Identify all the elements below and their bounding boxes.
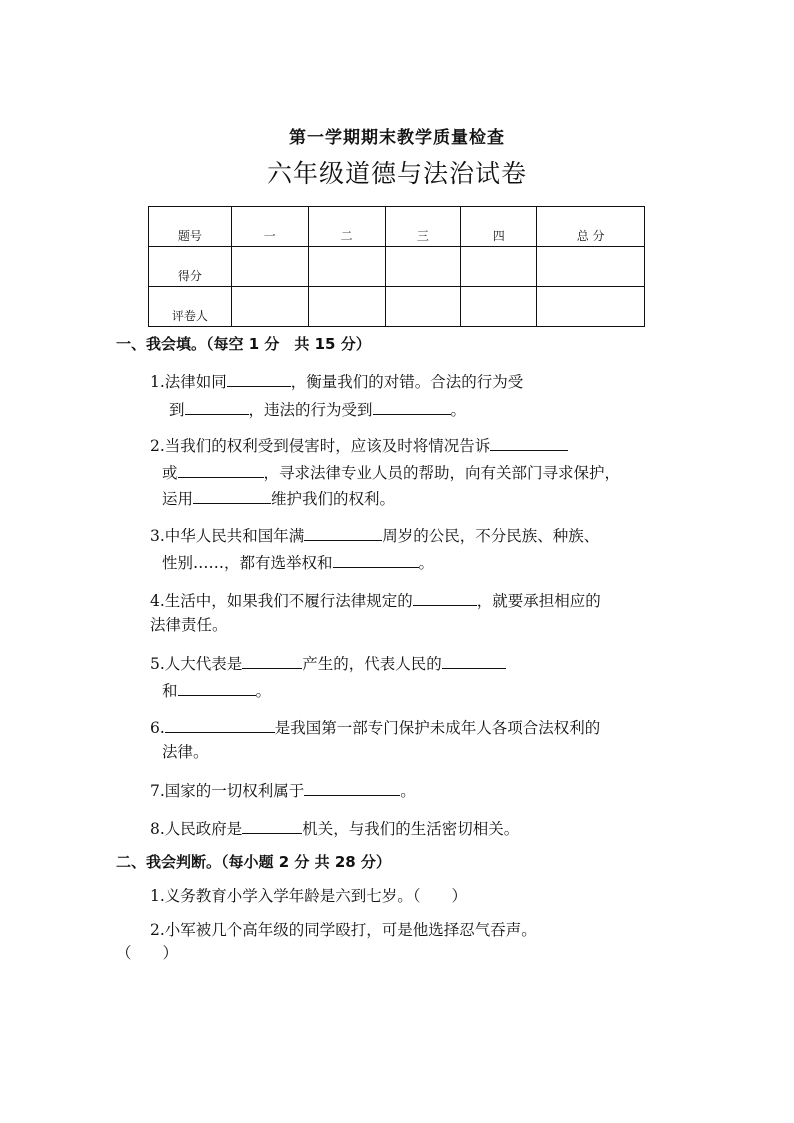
answer-blank[interactable] [242,652,302,669]
answer-blank[interactable] [242,817,302,834]
answer-blank[interactable] [333,551,419,568]
table-cell: 二 [308,207,385,247]
table-cell: 四 [461,207,537,247]
question-6-line-2: 法律。 [162,743,209,761]
answer-blank[interactable] [490,434,568,451]
answer-blank[interactable] [193,487,271,504]
answer-blank[interactable] [178,461,264,478]
answer-blank[interactable] [413,589,477,606]
question-7: 7.国家的一切权利属于 。 [150,779,416,801]
score-table [148,206,645,327]
question-2-line-1: 2.当我们的权利受到侵害时，应该及时将情况告诉 [150,434,568,456]
grader-cell[interactable] [537,287,645,327]
score-table-grader-row [149,287,645,327]
score-table-score-row [149,247,645,287]
exam-title: 六年级道德与法治试卷 [266,159,527,188]
answer-blank[interactable] [178,679,256,696]
answer-blank[interactable] [165,716,275,733]
table-cell: 三 [385,207,461,247]
answer-blank[interactable] [304,779,400,796]
table-cell: 得分 [149,247,232,287]
question-2-line-2: 或 ，寻求法律专业人员的帮助，向有关部门寻求保护， [162,461,620,483]
score-cell[interactable] [308,247,385,287]
question-5-line-2: 和 。 [162,679,271,701]
score-table-header-row [149,207,645,247]
score-cell[interactable] [231,247,308,287]
question-1-line-1: 1.法律如同 ，衡量我们的对错。合法的行为受 [150,370,523,392]
table-cell: 评卷人 [149,287,232,327]
question-3-line-1: 3.中华人民共和国年满 周岁的公民，不分民族、种族、 [150,524,599,546]
score-cell[interactable] [537,247,645,287]
judgement-question-2: 2.小军被几个高年级的同学殴打，可是他选择忍气吞声。 [150,921,537,939]
answer-blank[interactable] [227,370,291,387]
section-2-heading: 二、我会判断。（每小题 2 分 共 28 分） [116,853,391,871]
answer-blank[interactable] [373,398,451,415]
table-cell: 题号 [149,207,232,247]
answer-blank[interactable] [304,524,382,541]
section-1-heading: 一、我会填。（每空 1 分 共 15 分） [116,335,371,353]
grader-cell[interactable] [385,287,461,327]
question-5-line-1: 5.人大代表是 产生的，代表人民的 [150,652,506,674]
question-4-line-1: 4.生活中，如果我们不履行法律规定的 ，就要承担相应的 [150,589,601,611]
grader-cell[interactable] [308,287,385,327]
grader-cell[interactable] [461,287,537,327]
score-cell[interactable] [385,247,461,287]
table-cell: 总 分 [537,207,645,247]
score-cell[interactable] [461,247,537,287]
answer-parentheses[interactable]: （ ） [412,887,468,905]
question-8: 8.人民政府是 机关，与我们的生活密切相关。 [150,817,519,839]
answer-parentheses[interactable]: （ ） [116,944,179,962]
question-1-line-2: 到 ，违法的行为受到 。 [169,398,466,420]
question-4-line-2: 法律责任。 [150,616,228,634]
grader-cell[interactable] [231,287,308,327]
question-2-line-3: 运用 维护我们的权利。 [162,487,395,509]
table-cell: 一 [231,207,308,247]
answer-blank[interactable] [185,398,249,415]
judgement-question-1: 1.义务教育小学入学年龄是六到七岁。（ ） [150,887,468,905]
answer-blank[interactable] [442,652,506,669]
question-6-line-1: 6. 是我国第一部专门保护未成年人各项合法权利的 [150,716,600,738]
exam-subtitle: 第一学期期末教学质量检查 [289,128,505,148]
question-3-line-2: 性别……，都有选举权和 。 [162,551,434,573]
